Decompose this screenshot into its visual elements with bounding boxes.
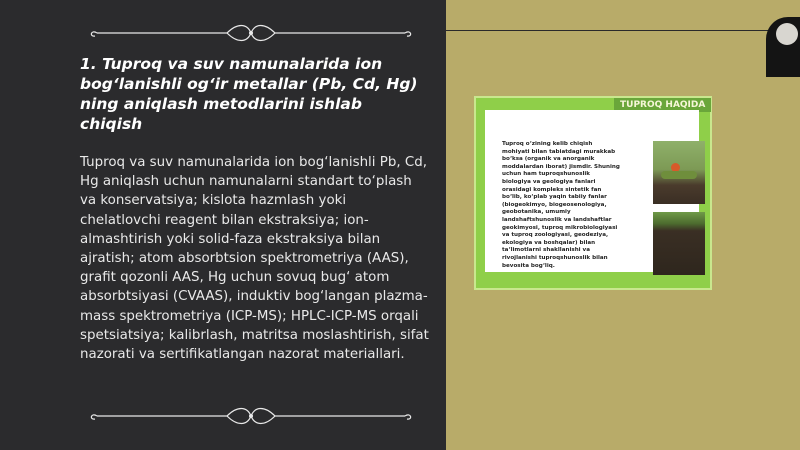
soil-photo — [653, 212, 705, 275]
poster-image — [474, 96, 712, 290]
body-paragraph: Tuproq va suv namunalarida ion bog‘lanishli Pb, Cd, Hg aniqlash uchun namunalarni standart to‘plash va konservatsiya; kislota hazmlash yoki chelatlovchi reagent bilan ekstraksiya; ion-almashtirish yoki solid-faza ekstraksiya bilan ajratish; atom absorbtsion spektrometriya (AAS), grafit qozonli AAS, Hg uchun sovuq bug‘ atom absorbtsiyasi (CVAAS), induktiv bog‘langan plazma-mass spektrometriya (ICP-MS); HPLC-ICP-MS orqali spetsiatsiya; kalibrlash, matritsa moslashtirish, sifat nazorati va sertifikatlangan nazorat materiallari. — [80, 155, 429, 363]
divider-line — [446, 30, 800, 31]
ornament-bottom — [87, 404, 415, 428]
poster-text: Tuproq o‘zining kelib chiqish mohiyati bilan tabiatdagi murakkab bo‘ksa (organik va anorganik moddalardan iborat) jismdir. Shuning uchun ham tuproqshunoslik biologiya va geologiya fanlari orasidagi kompleks sintetik fan bo‘lib, ko‘plab yaqin tabiiy fanlar (biogeokimyo, biogeosenologiya, geobotanika, umumiy landshaftshunoslik va landshaftlar geokimyosi, tuproq mikrobiologiyasi va tuproq zoologiyasi, geodeziya, ekologiya va boshqalar) bilan ta‘limotlarni shakllanishi va rivojlanishi tuproqshunoslik bilan bevosita bog‘liq. — [502, 141, 620, 269]
page-curl-tab — [766, 17, 800, 77]
poster-inner — [485, 110, 699, 272]
poster-title: TUPROQ HAQIDA — [614, 98, 711, 112]
slide-title: 1. Tuproq va suv namunalarida ion bog‘lanishli og‘ir metallar (Pb, Cd, Hg) ning aniqlash metodlarini ishlab chiqish — [80, 55, 418, 133]
ornament-top — [87, 21, 415, 45]
plant-soil-photo — [653, 141, 705, 204]
